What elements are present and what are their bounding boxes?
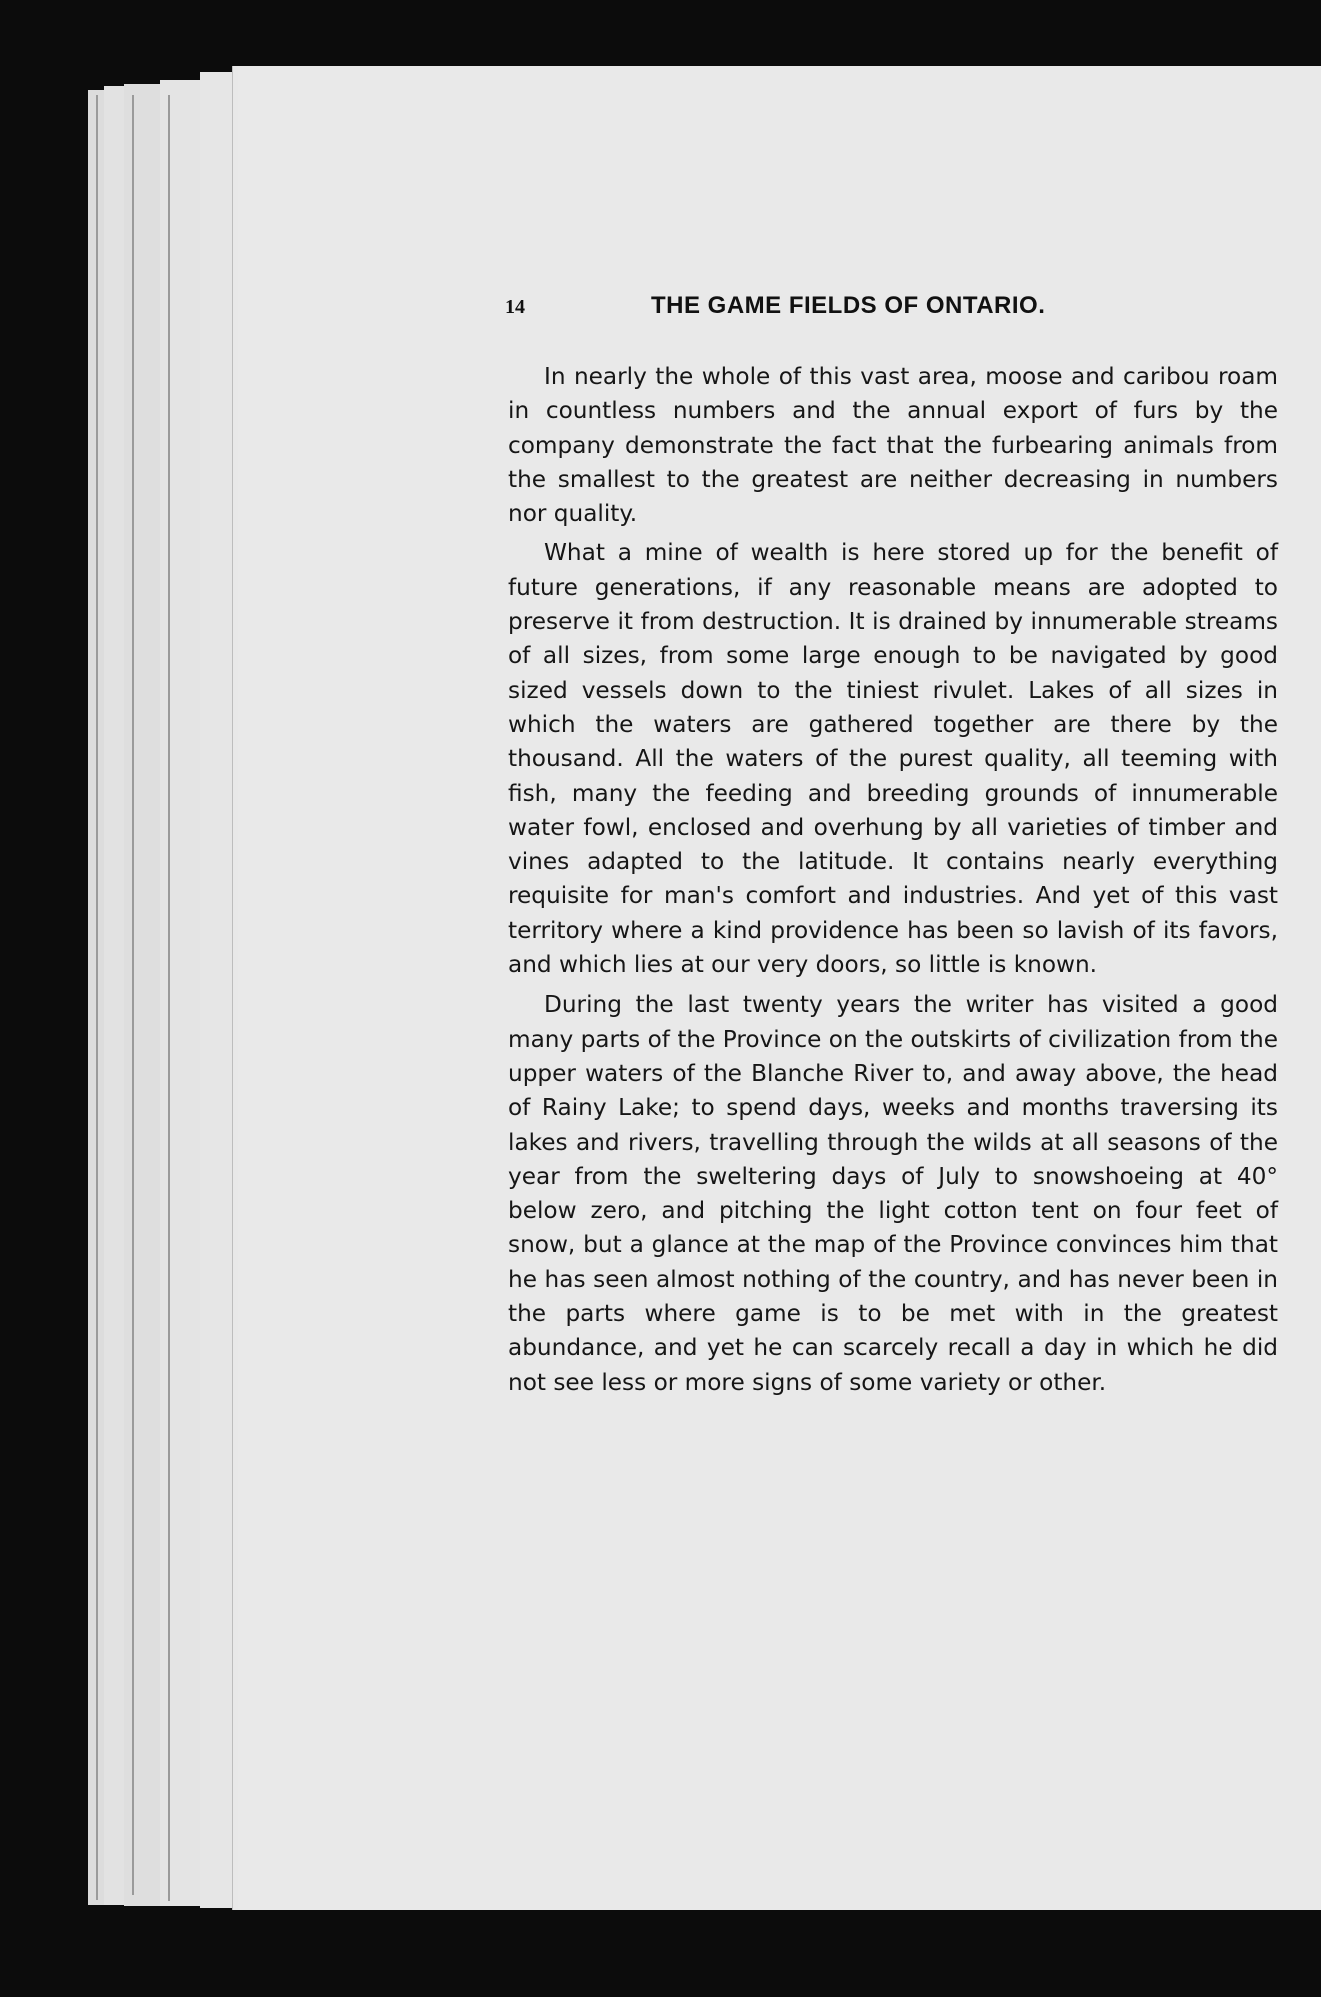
running-head: THE GAME FIELDS OF ONTARIO.	[651, 292, 1046, 319]
paragraph: In nearly the whole of this vast area, moose and caribou roam in countless numbers and the annual export of furs by the company demonstrate the fact that the furbearing animals from the smallest to the greatest are neither decreasing in numbers nor quality.	[508, 363, 1278, 528]
page-header	[505, 292, 1125, 328]
paragraph: What a mine of wealth is here stored up for the benefit of future generations, if any reasonable means are adopted to preserve it from destruction. It is drained by innumerable streams of all sizes, from some large enough to be navigated by good sized vessels down to the tiniest rivulet. Lakes of all sizes in which the waters are gathered together are there by the thousand. All the waters of the purest quality, all teeming with fish, many the feeding and breeding grounds of innumerable water fowl, enclosed and overhung by all varieties of timber and vines adapted to the latitude. It contains nearly everything requisite for man's comfort and industries. And yet of this vast territory where a kind providence has been so lavish of its favors, and which lies at our very doors, so little is known.	[508, 539, 1278, 979]
page-edge-line	[132, 95, 134, 1895]
page-number: 14	[505, 296, 525, 318]
body-text	[508, 360, 1278, 1406]
page-edge-line	[96, 95, 98, 1900]
page-edge-line	[168, 95, 170, 1901]
paragraph: During the last twenty years the writer has visited a good many parts of the Province on the outskirts of civilization from the upper waters of the Blanche River to, and away above, the head of Rainy Lake; to spend days, weeks and months traversing its lakes and rivers, travelling through the wilds at all seasons of the year from the sweltering days of July to snowshoeing at 40° below zero, and pitching the light cotton tent on four feet of snow, but a glance at the map of the Province convinces him that he has seen almost nothing of the country, and has never been in the parts where game is to be met with in the greatest abundance, and yet he can scarcely recall a day in which he did not see less or more signs of some variety or other.	[508, 991, 1278, 1396]
